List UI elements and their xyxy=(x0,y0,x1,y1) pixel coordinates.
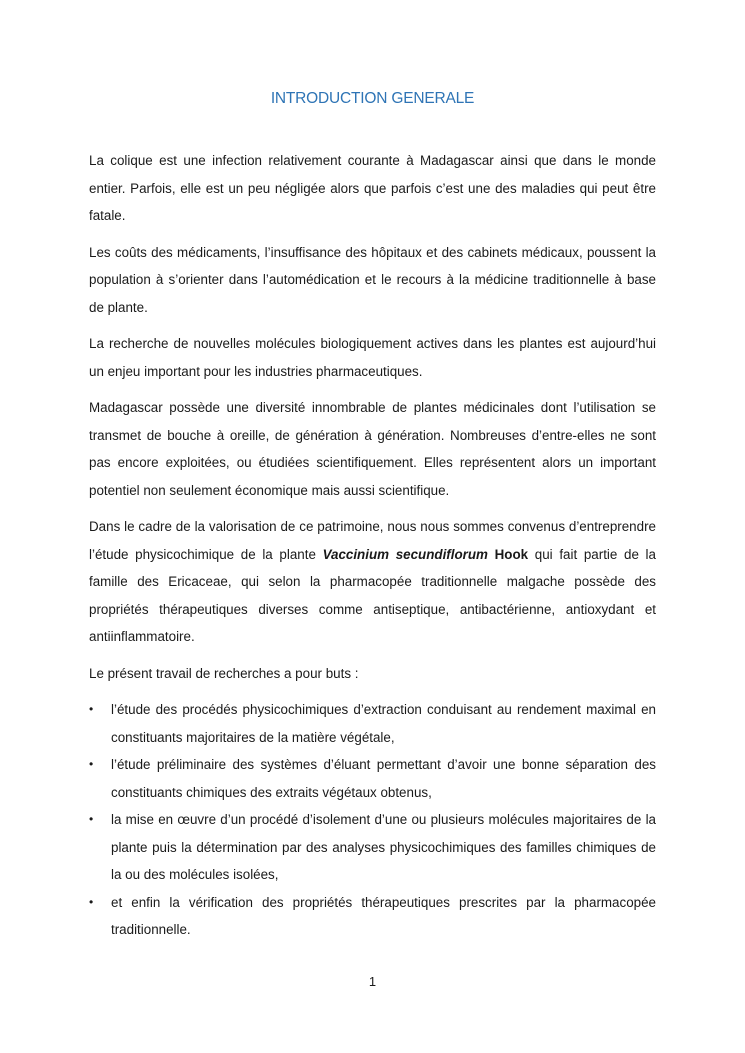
list-intro: Le présent travail de recherches a pour buts : xyxy=(89,665,359,681)
list-item-text: et enfin la vérification des propriétés thérapeutiques prescrites par la pharmacopée traditionnelle. xyxy=(111,894,656,937)
list-item-text: l’étude des procédés physicochimiques d’extraction conduisant au rendement maximal en constituants majoritaires de la matière végétale, xyxy=(111,702,656,745)
paragraph-5-after: qui fait partie de la famille des Ericaceae, qui selon la pharmacopée traditionnelle malgache possède des propriétés thérapeutiques diverses comme antiseptique, antibactérienne, antioxydant et antiinflammatoire. xyxy=(89,546,656,644)
document-body xyxy=(89,147,656,944)
bullet-icon: • xyxy=(89,757,94,771)
objectives-list xyxy=(89,696,656,944)
paragraph-5 xyxy=(89,513,656,651)
paragraph-4: Madagascar possède une diversité innombrable de plantes médicinales dont l’utilisation se transmet de bouche à oreille, de génération à génération. Nombreuses d’entre-elles ne sont pas encore exploitées, ou étudiées scientifiquement. Elles représentent alors un important potentiel non seulement économique mais aussi scientifique. xyxy=(89,400,656,498)
list-item xyxy=(89,696,656,751)
bullet-icon: • xyxy=(89,702,94,716)
bullet-icon: • xyxy=(89,812,94,826)
species-author: Hook xyxy=(494,546,529,562)
list-item xyxy=(89,889,656,944)
list-item-text: la mise en œuvre d’un procédé d’isolement d’une ou plusieurs molécules majoritaires de la plante puis la détermination par des analyses physicochimiques des familles chimiques de la ou des molécules isolées, xyxy=(111,812,656,882)
paragraph-1: La colique est une infection relativement courante à Madagascar ainsi que dans le monde entier. Parfois, elle est un peu négligée alors que parfois c’est une des maladies qui peut être fatale. xyxy=(89,153,656,223)
list-item xyxy=(89,751,656,806)
paragraph-3: La recherche de nouvelles molécules biologiquement actives dans les plantes est aujourd’hui un enjeu important pour les industries pharmaceutiques. xyxy=(89,336,656,379)
species-name: Vaccinium secundiflorum xyxy=(322,546,488,562)
page-title: INTRODUCTION GENERALE xyxy=(270,90,475,107)
list-item-text: l’étude préliminaire des systèmes d’éluant permettant d’avoir une bonne séparation des constituants chimiques des extraits végétaux obtenus, xyxy=(111,757,656,800)
bullet-icon: • xyxy=(89,894,94,909)
paragraph-2: Les coûts des médicaments, l’insuffisance des hôpitaux et des cabinets médicaux, poussent la population à s’orienter dans l’automédication et le recours à la médicine traditionnelle à base de plante. xyxy=(89,244,656,315)
paragraph-5-before: Dans le cadre de la valorisation de ce patrimoine, nous nous sommes convenus d’entreprendre l’étude physicochimique de la plante xyxy=(89,519,656,562)
page-number: 1 xyxy=(368,974,377,989)
list-item xyxy=(89,806,656,889)
